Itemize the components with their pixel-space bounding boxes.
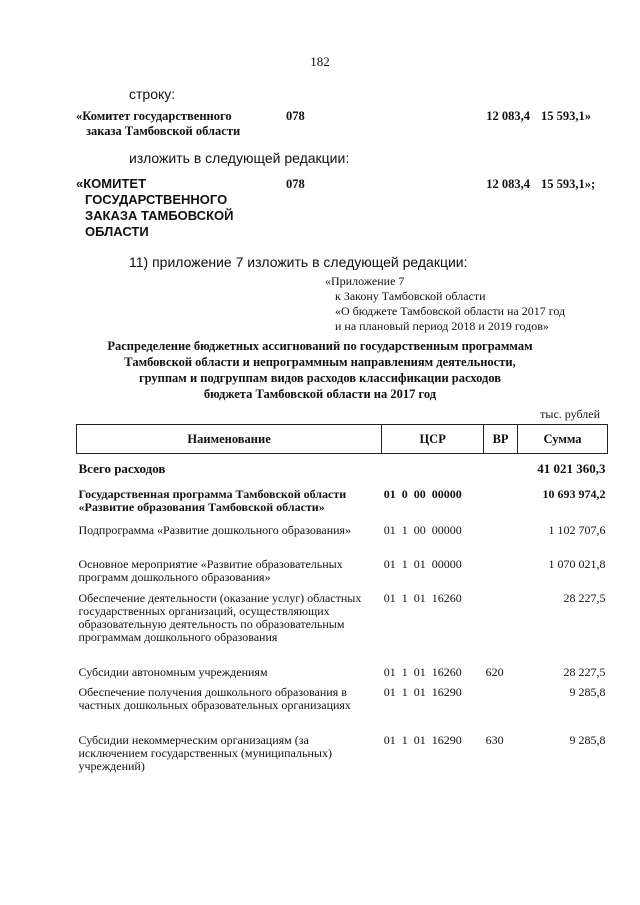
committee-new-name-line2: ГОСУДАРСТВЕННОГО [85,192,228,207]
cell-sum: 9 285,8 [569,684,606,699]
table-row [77,684,608,730]
cell-csr: 01 1 01 16260 [383,590,462,605]
table-row [77,662,608,684]
table-row [77,554,608,588]
cell-vr [484,454,518,484]
page-number: 182 [310,54,330,69]
table-row [77,730,608,776]
committee-new-name-line4: ОБЛАСТИ [85,224,149,239]
cell-name: Основное мероприятие «Развитие образовательных программ дошкольного образования» [78,556,343,584]
cell-vr [484,520,518,554]
cell-csr [382,454,484,484]
replace-line: изложить в следующей редакции: [129,150,350,166]
cell-csr: 01 1 01 16260 [383,664,462,679]
committee-old-amount1: 12 083,4 [486,109,530,123]
cell-sum: 1 070 021,8 [548,556,606,571]
title-line3: группам и подгруппам видов расходов классификации расходов [138,371,502,385]
cell-sum: 41 021 360,3 [537,461,606,476]
cell-csr: 01 1 01 00000 [383,556,462,571]
cell-csr: 01 1 01 16290 [383,732,462,747]
annex-line4: и на плановый период 2018 и 2019 годов» [335,319,549,333]
cell-csr: 01 0 00 00000 [383,486,462,501]
committee-old-name-line1: Комитет государственного [82,109,232,123]
cell-name: Субсидии автономным учреждениям [78,664,268,679]
document-title [0,338,640,402]
table-header-row [77,425,608,454]
cell-csr: 01 1 01 16290 [383,684,462,699]
opening-quote: « [76,176,84,191]
cell-name: Подпрограмма «Развитие дошкольного образования» [78,522,352,537]
committee-new-name [76,176,276,240]
annex-caption [325,274,625,334]
header-sum: Сумма [518,425,608,454]
cell-vr [484,684,518,730]
cell-vr [484,554,518,588]
title-line1: Распределение бюджетных ассигнований по государственным программам [107,339,533,353]
cell-name: Субсидии некоммерческим организациям (за исключением государственных (муниципальных) учреждений) [78,732,332,773]
cell-name: Обеспечение получения дошкольного образования в частных дошкольных образовательных организациях [78,684,351,712]
units-label: тыс. рублей [540,407,600,421]
committee-old-code: 078 [286,109,305,123]
cell-name: Государственная программа Тамбовской области «Развитие образования Тамбовской области» [78,486,347,514]
cell-sum: 1 102 707,6 [548,522,606,537]
table-row [77,588,608,662]
header-vr: ВР [484,425,518,454]
committee-old-name-line2: заказа Тамбовской области [86,124,241,138]
intro-line: строку: [129,86,176,102]
cell-name: Всего расходов [78,461,166,476]
committee-new-name-line3: ЗАКАЗА ТАМБОВСКОЙ [85,208,234,223]
cell-sum: 28 227,5 [563,664,606,679]
committee-new-code: 078 [286,177,305,191]
table-row [77,520,608,554]
title-line4: бюджета Тамбовской области на 2017 год [203,387,437,401]
cell-vr [484,588,518,662]
cell-sum: 9 285,8 [569,732,606,747]
committee-old-amount2: 15 593,1» [541,109,591,123]
cell-vr: 620 [485,664,504,679]
budget-table [76,424,608,776]
cell-sum: 28 227,5 [563,590,606,605]
header-name: Наименование [77,425,382,454]
header-csr: ЦСР [382,425,484,454]
table-row [77,484,608,520]
committee-new-amount1: 12 083,4 [486,177,530,191]
cell-vr [484,484,518,520]
cell-sum: 10 693 974,2 [542,486,606,501]
title-line2: Тамбовской области и непрограммным направлениям деятельности, [124,355,516,369]
item-11: 11) приложение 7 изложить в следующей редакции: [129,254,468,270]
annex-line3: «О бюджете Тамбовской области на 2017 год [335,304,566,318]
cell-name: Обеспечение деятельности (оказание услуг) областных государственных организаций, осуществляющих образовательную деятельность по образовательным программам дошкольного образования [78,590,362,644]
cell-csr: 01 1 00 00000 [383,522,462,537]
committee-new-name-line1: КОМИТЕТ [83,176,147,191]
annex-line1: «Приложение 7 [325,274,405,288]
committee-old-name [76,109,276,139]
annex-line2: к Закону Тамбовской области [335,289,486,303]
opening-quote: « [76,109,83,123]
committee-new-amount2: 15 593,1»; [541,177,596,191]
cell-vr: 630 [485,732,504,747]
table-row-total [77,454,608,484]
